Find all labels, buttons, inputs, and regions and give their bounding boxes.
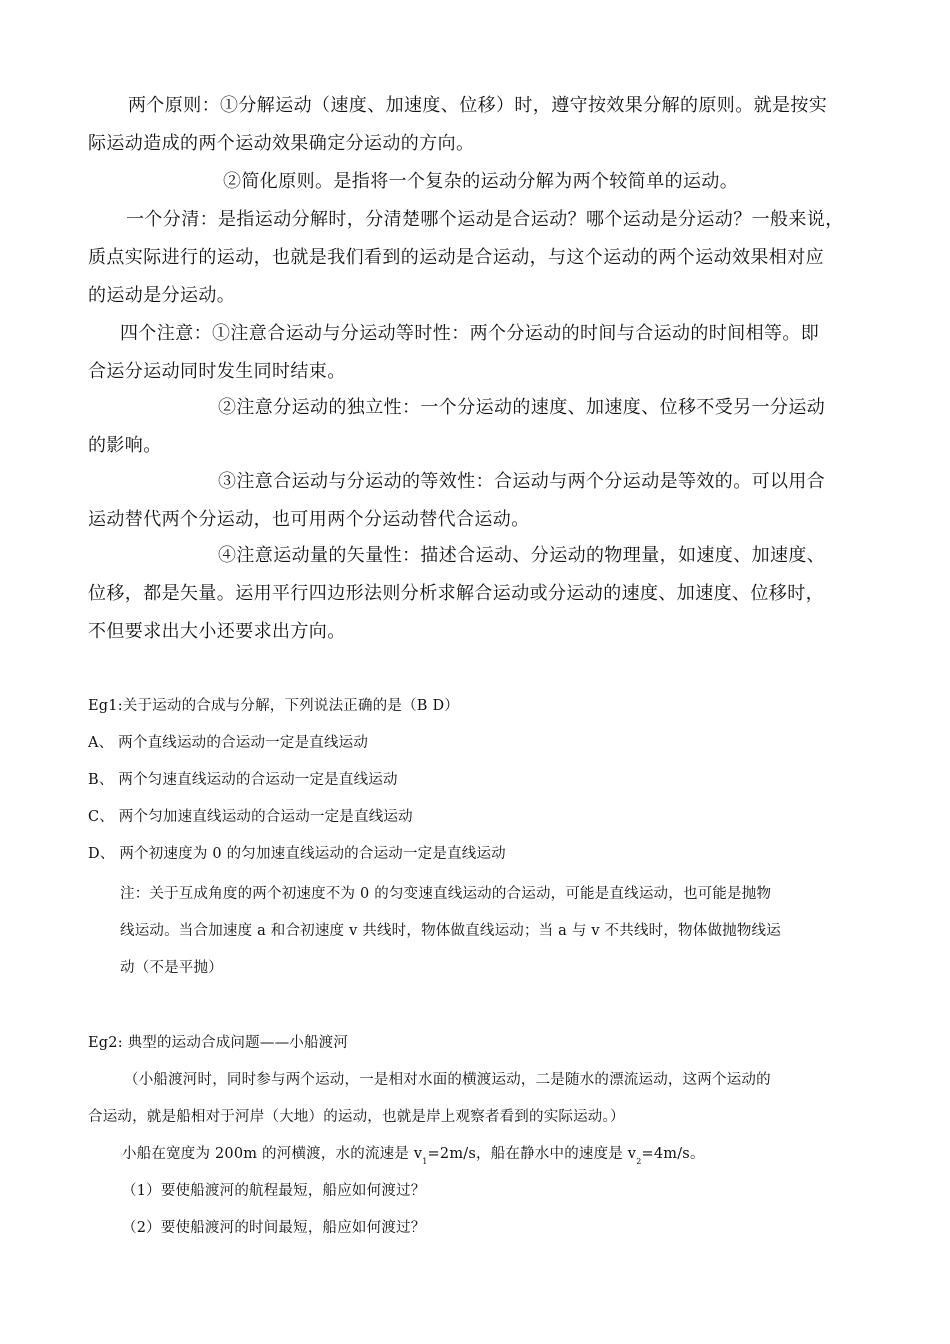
note-3-line-2: 运动替代两个分运动，也可用两个分运动替代合运动。 — [88, 509, 530, 530]
note-2-line-2: 的影响。 — [88, 435, 162, 456]
principles-line-1: 两个原则：①分解运动（速度、加速度、位移）时，遵守按效果分解的原则。就是按实 — [128, 95, 828, 116]
eg2-given-subscript-1: 1 — [422, 1157, 428, 1166]
note-4-line-1: ④注意运动量的矢量性：描述合运动、分运动的物理量，如速度、加速度、 — [218, 545, 826, 566]
eg2-given-subscript-2: 2 — [636, 1157, 642, 1166]
eg1-block — [88, 688, 864, 873]
eg1-question: Eg1:关于运动的合成与分解，下列说法正确的是（B D） — [88, 698, 459, 714]
eg1-note-line-2: 线运动。当合加速度 a 和合初速度 v 共线时，物体做直线运动；当 a 与 v 不共线时，物体做抛物线运 — [120, 923, 781, 939]
note-4-line-2: 位移，都是矢量。运用平行四边形法则分析求解合运动或分运动的速度、加速度、位移时， — [88, 583, 824, 604]
eg2-title: Eg2: 典型的运动合成问题——小船渡河 — [88, 1035, 349, 1051]
eg2-intro-line-2: 合运动，就是船相对于河岸（大地）的运动，也就是岸上观察者看到的实际运动。） — [88, 1109, 625, 1125]
note-1-line-1: 四个注意：①注意合运动与分运动等时性：两个分运动的时间与合运动的时间相等。即 — [120, 323, 820, 344]
distinction-line-1: 一个分清：是指运动分解时，分清楚哪个运动是合运动？哪个运动是分运动？一般来说， — [126, 209, 844, 230]
note-2-paragraph — [88, 389, 864, 465]
note-4-line-3: 不但要求出大小还要求出方向。 — [88, 621, 346, 642]
principles-line-2: 际运动造成的两个运动效果确定分运动的方向。 — [88, 133, 475, 154]
eg2-given — [88, 1136, 864, 1173]
distinction-line-3: 的运动是分运动。 — [88, 285, 236, 306]
principles-paragraph — [88, 87, 864, 163]
distinction-line-2: 质点实际进行的运动，也就是我们看到的运动是合运动，与这个运动的两个运动效果相对应 — [88, 247, 824, 268]
eg1-option-a: A、 两个直线运动的合运动一定是直线运动 — [88, 735, 369, 751]
note-2-line-1: ②注意分运动的独立性：一个分运动的速度、加速度、位移不受另一分运动 — [218, 397, 826, 418]
eg1-note — [120, 876, 864, 987]
eg2-block — [88, 1025, 864, 1247]
eg2-question-1: （1）要使船渡河的航程最短，船应如何渡过？ — [122, 1183, 426, 1199]
eg2-given-text-a: 小船在宽度为 200m 的河横渡，水的流速是 v — [122, 1146, 423, 1162]
principles-line-3: ②简化原则。是指将一个复杂的运动分解为两个较简单的运动。 — [223, 171, 739, 192]
eg1-note-line-3: 动（不是平抛） — [120, 960, 223, 976]
note-4-paragraph — [88, 537, 864, 651]
eg1-option-b: B、 两个匀速直线运动的合运动一定是直线运动 — [88, 772, 398, 788]
distinction-paragraph — [88, 201, 864, 315]
simplify-principle — [88, 163, 864, 201]
eg2-intro-line-1: （小船渡河时，同时参与两个运动，一是相对水面的横渡运动，二是随水的漂流运动，这两个运动的 — [124, 1072, 771, 1088]
eg1-note-line-1: 注：关于互成角度的两个初速度不为 0 的匀变速直线运动的合运动，可能是直线运动，也可能是抛物 — [120, 886, 772, 902]
note-1-line-2: 合运分运动同时发生同时结束。 — [88, 361, 346, 382]
note-3-paragraph — [88, 463, 864, 539]
eg1-option-c: C、 两个匀加速直线运动的合运动一定是直线运动 — [88, 809, 413, 825]
note-1-paragraph — [88, 315, 864, 391]
eg2-given-text-b: =2m/s，船在静水中的速度是 v — [427, 1146, 637, 1162]
eg1-option-d: D、 两个初速度为 0 的匀加速直线运动的合运动一定是直线运动 — [88, 846, 506, 862]
eg2-given-text-c: =4m/s。 — [641, 1146, 705, 1162]
note-3-line-1: ③注意合运动与分运动的等效性：合运动与两个分运动是等效的。可以用合 — [218, 471, 826, 492]
eg2-question-2: （2）要使船渡河的时间最短，船应如何渡过？ — [122, 1220, 426, 1236]
